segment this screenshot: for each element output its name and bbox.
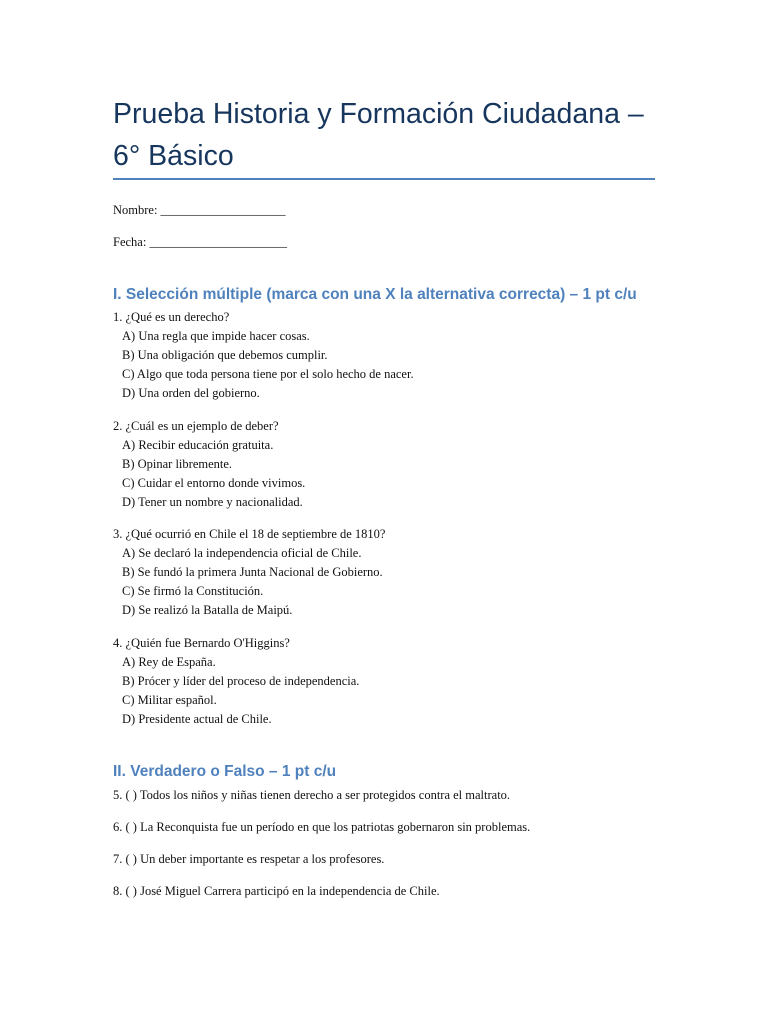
option-d: D) Presidente actual de Chile. (122, 712, 272, 726)
true-false-item-8: 8. ( ) José Miguel Carrera participó en la independencia de Chile. (113, 884, 440, 898)
question-text: 4. ¿Quién fue Bernardo O'Higgins? (113, 636, 290, 650)
question-3 (113, 525, 385, 620)
option-b: B) Opinar libremente. (122, 457, 233, 471)
option-a: A) Se declaró la independencia oficial de Chile. (122, 546, 362, 560)
option-c: C) Cuidar el entorno donde vivimos. (122, 476, 306, 490)
question-text: 3. ¿Qué ocurrió en Chile el 18 de septiembre de 1810? (113, 527, 386, 541)
option-a: A) Una regla que impide hacer cosas. (122, 329, 310, 343)
true-false-item-6: 6. ( ) La Reconquista fue un período en que los patriotas gobernaron sin problemas. (113, 820, 531, 834)
true-false-item-7: 7. ( ) Un deber importante es respetar a los profesores. (113, 852, 385, 866)
question-text: 2. ¿Cuál es un ejemplo de deber? (113, 419, 279, 433)
question-4 (113, 634, 359, 729)
name-field: Nombre: ____________________ (113, 203, 286, 217)
option-d: D) Tener un nombre y nacionalidad. (122, 495, 303, 509)
option-d: D) Se realizó la Batalla de Maipú. (122, 603, 293, 617)
option-b: B) Se fundó la primera Junta Nacional de Gobierno. (122, 565, 383, 579)
question-1 (113, 308, 414, 403)
option-a: A) Recibir educación gratuita. (122, 438, 274, 452)
title-underline (113, 178, 655, 180)
option-c: C) Militar español. (122, 693, 217, 707)
true-false-item-5: 5. ( ) Todos los niños y niñas tienen derecho a ser protegidos contra el maltrato. (113, 788, 511, 802)
question-2 (113, 417, 305, 512)
option-c: C) Se firmó la Constitución. (122, 584, 264, 598)
option-b: B) Una obligación que debemos cumplir. (122, 348, 328, 362)
question-text: 1. ¿Qué es un derecho? (113, 310, 230, 324)
document-title: Prueba Historia y Formación Ciudadana – 6° Básico (113, 98, 644, 172)
date-field: Fecha: ______________________ (113, 235, 287, 249)
option-d: D) Una orden del gobierno. (122, 386, 260, 400)
option-c: C) Algo que toda persona tiene por el solo hecho de nacer. (122, 367, 414, 381)
option-b: B) Prócer y líder del proceso de independencia. (122, 674, 360, 688)
option-a: A) Rey de España. (122, 655, 216, 669)
section-1-heading: I. Selección múltiple (marca con una X la alternativa correcta) – 1 pt c/u (113, 286, 637, 303)
section-2-heading: II. Verdadero o Falso – 1 pt c/u (113, 763, 337, 780)
